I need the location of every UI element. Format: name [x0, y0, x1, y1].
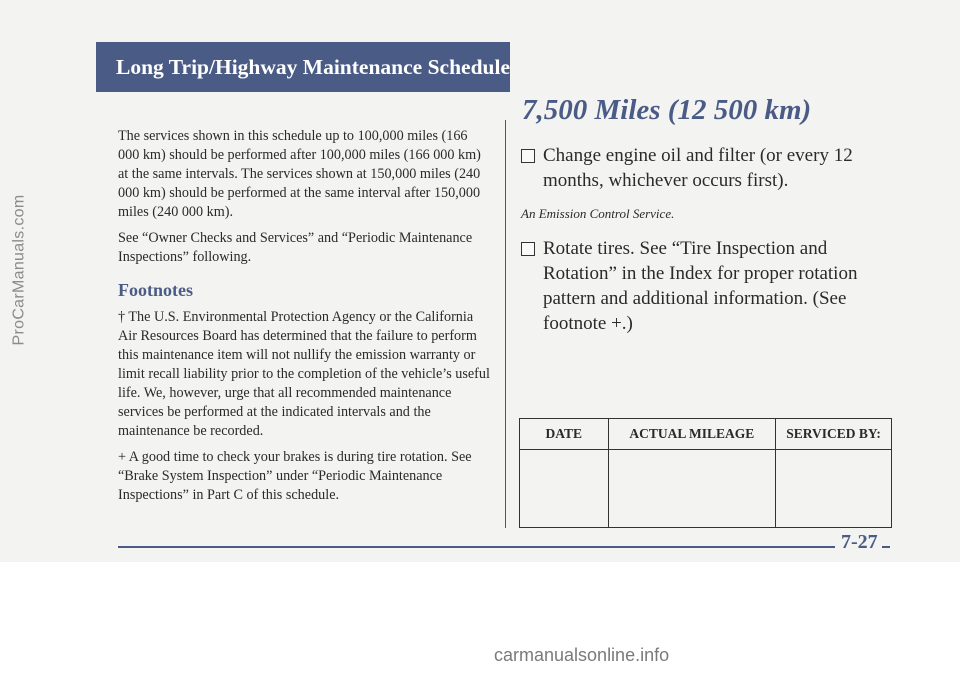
header-actual-mileage: ACTUAL MILEAGE: [608, 419, 776, 450]
service-record-table: [519, 418, 892, 528]
task-checkbox[interactable]: [521, 242, 535, 256]
task-item: [519, 236, 891, 336]
column-divider: [505, 120, 506, 528]
intro-paragraph: The services shown in this schedule up to 100,000 miles (166 000 km) should be performed after 100,000 miles (166 000 km) at the same intervals. The services shown at 150,000 miles (240 000 km) should be performed at the same interval after 150,000 miles (240 000 km).: [118, 128, 481, 220]
date-cell[interactable]: [520, 450, 609, 528]
right-column: [519, 143, 891, 336]
task-text: Rotate tires. See “Tire Inspection and Rotation” in the Index for proper rotation pattern and additional information. (See footnote +.): [543, 238, 858, 334]
interval-title: 7,500 Miles (12 500 km): [522, 94, 812, 126]
header-serviced-by: SERVICED BY:: [776, 419, 892, 450]
page-number: 7-27: [835, 531, 882, 554]
header-date: DATE: [520, 419, 609, 450]
task-checkbox[interactable]: [521, 149, 535, 163]
footer-watermark: carmanualsonline.info: [494, 645, 670, 665]
see-also-paragraph: See “Owner Checks and Services” and “Periodic Maintenance Inspections” following.: [118, 230, 473, 265]
bottom-rule: [118, 546, 890, 548]
task-note: An Emission Control Service.: [521, 206, 675, 221]
footnote-dagger: † The U.S. Environmental Protection Agency or the California Air Resources Board has determined that the failure to perform this maintenance item will not nullify the emission warranty or limit recall liability prior to the completion of the vehicle’s useful life. We, however, urge that all recommended maintenance services be performed at the indicated intervals and the maintenance be recorded.: [118, 309, 490, 439]
side-watermark: [6, 60, 32, 480]
actual-mileage-cell[interactable]: [608, 450, 776, 528]
task-text: Change engine oil and filter (or every 12 months, whichever occurs first).: [543, 145, 853, 191]
serviced-by-cell[interactable]: [776, 450, 892, 528]
side-watermark-text: ProCarManuals.com: [10, 194, 27, 346]
task-item: [519, 143, 891, 193]
table-header-row: [520, 419, 892, 450]
footnotes-heading: Footnotes: [118, 280, 193, 300]
banner-title: Long Trip/Highway Maintenance Schedule: [116, 54, 511, 79]
footnote-plus: + A good time to check your brakes is during tire rotation. See “Brake System Inspection” under “Periodic Maintenance Inspections” in Part C of this schedule.: [118, 449, 472, 503]
section-banner: [96, 42, 510, 92]
left-column: [118, 127, 490, 512]
table-row: [520, 450, 892, 528]
